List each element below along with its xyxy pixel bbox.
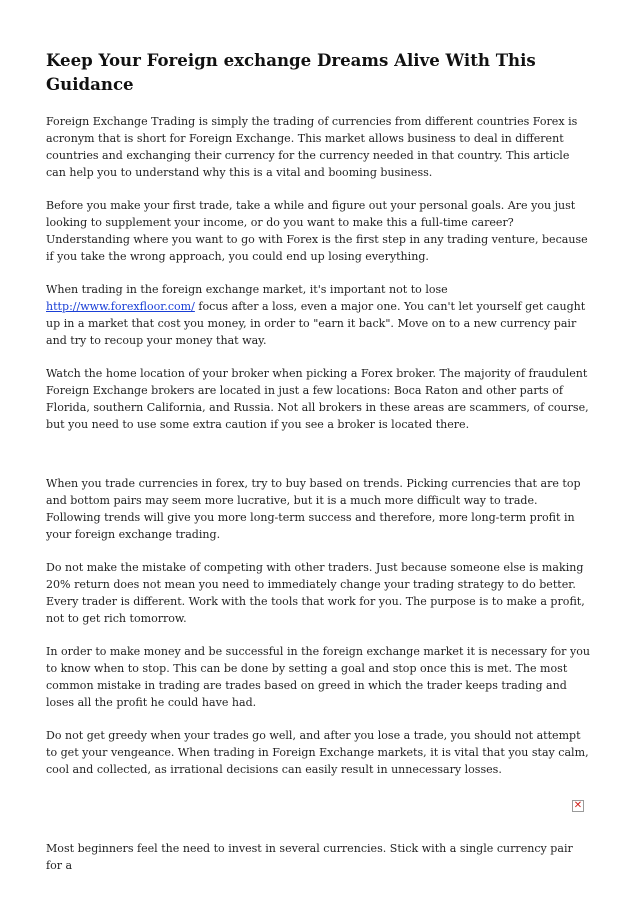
paragraph-9: Most beginners feel the need to invest in several currencies. Stick with a single currency pair for a <box>46 842 573 872</box>
paragraph-7: In order to make money and be successful in the foreign exchange market it is necessary for you to know when to stop. This can be done by setting a goal and stop once this is met. The most common mistake in trading are trades based on greed in which the trader keeps trading and loses all the profit he could have had. <box>46 645 590 709</box>
broken-image-icon: ✕ <box>573 800 583 811</box>
document-page <box>46 48 592 890</box>
document-title: Keep Your Foreign exchange Dreams Alive With This Guidance <box>46 50 536 94</box>
forexfloor-link[interactable]: http://www.forexfloor.com/ <box>46 300 195 313</box>
paragraph-8: Do not get greedy when your trades go well, and after you lose a trade, you should not attempt to get your vengeance. When trading in Foreign Exchange markets, it is vital that you stay calm, cool and collected, as irrational decisions can easily result in unnecessary losses. <box>46 729 589 776</box>
paragraph-5: When you trade currencies in forex, try to buy based on trends. Picking currencies that are top and bottom pairs may seem more lucrative, but it is a much more difficult way to trade. Following trends will give you more long-term success and therefore, more long-term profit in your foreign exchange trading. <box>46 477 581 541</box>
paragraph-3-before-link: When trading in the foreign exchange market, it's important not to lose <box>46 283 448 296</box>
paragraph-3 <box>46 281 592 349</box>
paragraph-1: Foreign Exchange Trading is simply the trading of currencies from different countries Forex is acronym that is short for Foreign Exchange. This market allows business to deal in different countries and exchanging their currency for the currency needed in that country. This article can help you to understand why this is a vital and booming business. <box>46 115 578 179</box>
paragraph-6: Do not make the mistake of competing with other traders. Just because someone else is making 20% return does not mean you need to immediately change your trading strategy to do better. Every trader is different. Work with the tools that work for you. The purpose is to make a profit, not to get rich tomorrow. <box>46 561 585 625</box>
paragraph-4: Watch the home location of your broker when picking a Forex broker. The majority of fraudulent Foreign Exchange brokers are located in just a few locations: Boca Raton and other parts of Florida, southern California, and Russia. Not all brokers in these areas are scammers, of course, but you need to use some extra caution if you see a broker is located there. <box>46 367 589 431</box>
blank-space <box>46 449 592 475</box>
paragraph-3-after-link: focus after a loss, even a major one. You can't let yourself get caught up in a market that cost you money, in order to "earn it back". Move on to a new currency pair and try to recoup your money that way. <box>46 300 586 347</box>
image-placeholder-row <box>46 794 592 840</box>
paragraph-2: Before you make your first trade, take a while and figure out your personal goals. Are you just looking to supplement your income, or do you want to make this a full-time career? Understanding where you want to go with Forex is the first step in any trading venture, because if you take the wrong approach, you could end up losing everything. <box>46 199 588 263</box>
